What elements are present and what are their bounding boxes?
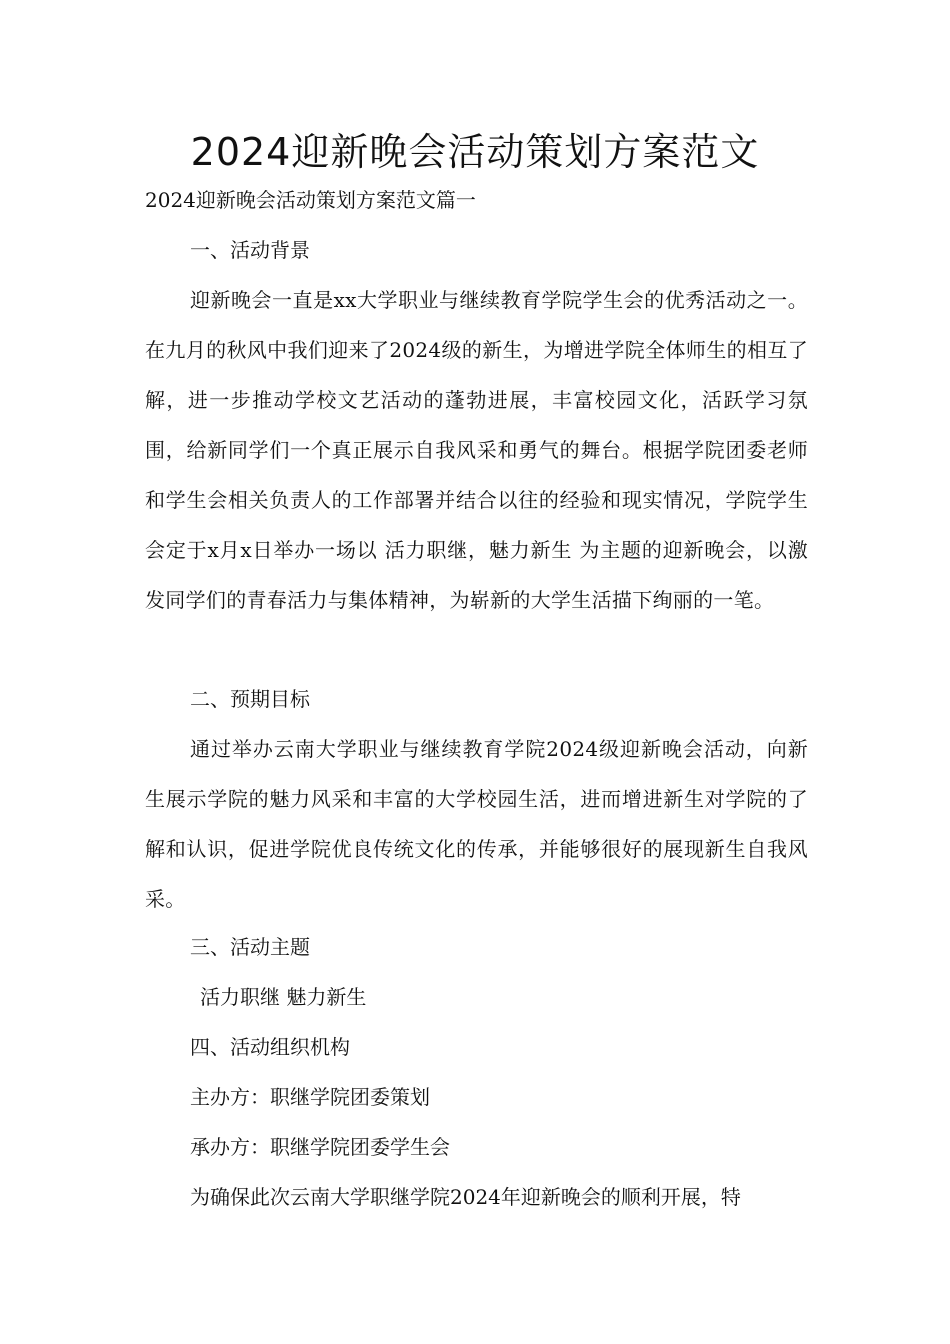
section-heading-organization: 四、活动组织机构 [190,1035,350,1059]
document-subtitle: 2024迎新晚会活动策划方案范文篇一 [145,188,476,212]
section-heading-theme: 三、活动主题 [190,935,310,959]
theme-text: 活力职继 魅力新生 [200,985,367,1009]
section-paragraph-goals: 通过举办云南大学职业与继续教育学院2024级迎新晚会活动，向新生展示学院的魅力风采和丰富的大学校园生活，进而增进新生对学院的了解和认识，促进学院优良传统文化的传承，并能够很好的展现新生自我风采。 [145,737,808,911]
section-heading-goals: 二、预期目标 [190,687,310,711]
section-paragraph-background: 迎新晚会一直是xx大学职业与继续教育学院学生会的优秀活动之一。在九月的秋风中我们迎来了2024级的新生，为增进学院全体师生的相互了解，进一步推动学校文艺活动的蓬勃进展，丰富校园文化，活跃学习氛围，给新同学们一个真正展示自我风采和勇气的舞台。根据学院团委老师和学生会相关负责人的工作部署并结合以往的经验和现实情况，学院学生会定于x月x日举办一场以 活力职继，魅力新生 为主题的迎新晚会，以激发同学们的青春活力与集体精神，为崭新的大学生活描下绚丽的一笔。 [145,288,808,612]
document-title: 2024迎新晚会活动策划方案范文 [190,130,760,174]
host-line: 主办方：职继学院团委策划 [190,1085,430,1109]
closing-line: 为确保此次云南大学职继学院2024年迎新晚会的顺利开展，特 [190,1185,741,1209]
organizer-line: 承办方：职继学院团委学生会 [190,1135,450,1159]
section-heading-background: 一、活动背景 [190,238,310,262]
